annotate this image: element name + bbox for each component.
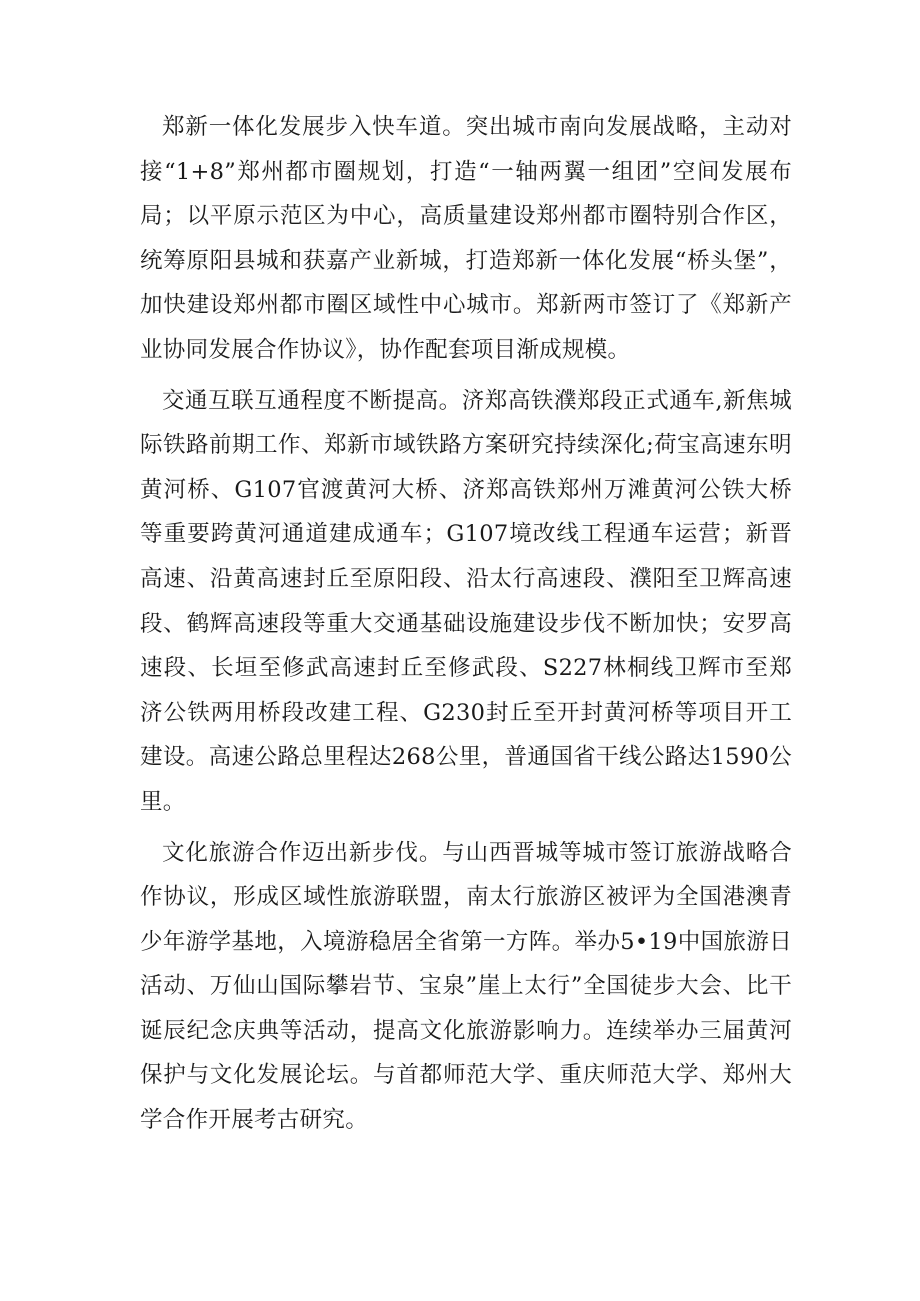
paragraph-transport-connectivity: 交通互联互通程度不断提高。济郑高铁濮郑段正式通车,新焦城际铁路前期工作、郑新市域铁路方案研究持续深化;荷宝高速东明黄河桥、G107官渡黄河大桥、济郑高铁郑州万滩黄河公铁大桥等重要跨黄河通道建成通车；G107境改线工程通车运营；新晋高速、沿黄高速封丘至原阳段、沿太行高速段、濮阳至卫辉高速段、鹤辉高速段等重大交通基础设施建设步伐不断加快；安罗高速段、长垣至修武高速封丘至修武段、S227林桐线卫辉市至郑济公铁两用桥段改建工程、G230封丘至开封黄河桥等项目开工建设。高速公路总里程达268公里，普通国省干线公路达1590公里。	[140, 387, 792, 815]
document-body	[140, 105, 792, 1149]
paragraph-zhengxin-integration: 郑新一体化发展步入快车道。突出城市南向发展战略，主动对接“1+8”郑州都市圈规划，打造“一轴两翼一组团”空间发展布局；以平原示范区为中心，高质量建设郑州都市圈特别合作区，统筹原阳县城和获嘉产业新城，打造郑新一体化发展“桥头堡”，加快建设郑州都市圈区域性中心城市。郑新两市签订了《郑新产业协同发展合作协议》，协作配套项目渐成规模。	[140, 114, 792, 363]
paragraph-culture-tourism: 文化旅游合作迈出新步伐。与山西晋城等城市签订旅游战略合作协议，形成区域性旅游联盟，南太行旅游区被评为全国港澳青少年游学基地，入境游稳居全省第一方阵。举办5•19中国旅游日活动、万仙山国际攀岩节、宝泉”崖上太行”全国徒步大会、比干诞辰纪念庆典等活动，提高文化旅游影响力。连续举办三届黄河保护与文化发展论坛。与首都师范大学、重庆师范大学、郑州大学合作开展考古研究。	[140, 839, 792, 1134]
